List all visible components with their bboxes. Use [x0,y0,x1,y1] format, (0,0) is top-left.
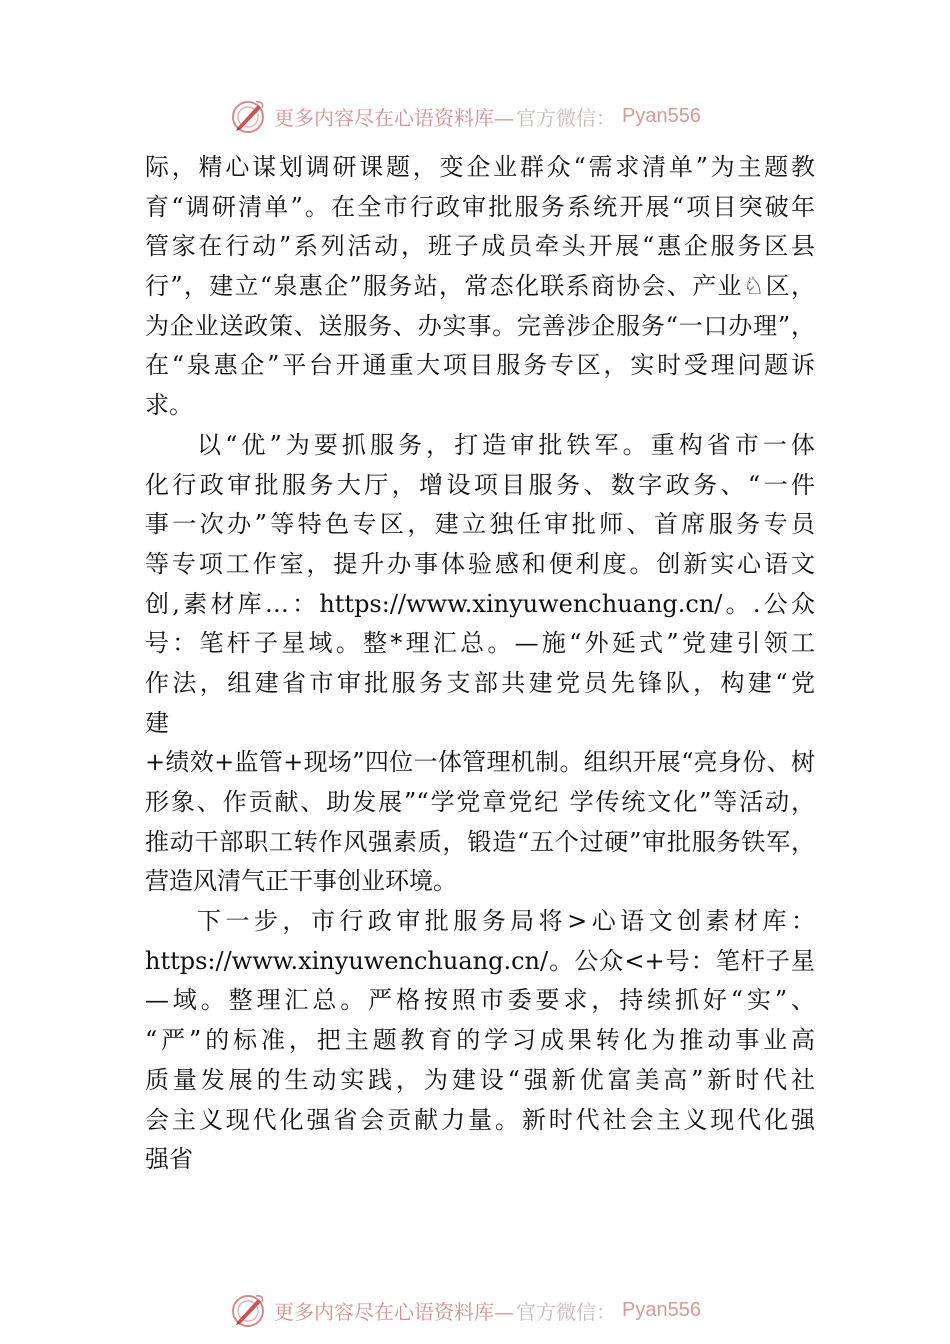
pen-logo-icon [228,96,268,136]
text-line: 管家在行动”系列活动，班子成员牵头开展“惠企服务区县 [145,232,815,261]
text-line: 事一次办”等特色专区，建立独任审批师、首席服务专员 [145,510,815,539]
text-line: 建 [145,708,169,737]
text-line: 等专项工作室，提升办事体验感和便利度。创新实心语文 [145,549,815,578]
text-line: 育“调研清单”。在全市行政审批服务系统开展“项目突破年 [145,192,815,221]
text-line: 创,素材库…：https://www.xinyuwenchuang.cn/。.公众 [145,589,815,618]
banner-title: 更多内容尽在心语资料库— [274,105,514,130]
text-line: 推动干部职工转作风强素质，锻造“五个过硬”审批服务铁军， [145,827,815,856]
text-line: 号：笔杆子星域。整*理汇总。—施“外延式”党建引领工 [145,629,815,658]
text-line: 形象、作贡献、助发展”“学党章党纪 学传统文化”等活动， [145,788,815,816]
banner-title: 更多内容尽在心语资料库— [274,1299,514,1324]
banner-wechat-id: Pyan556 [622,104,701,127]
text-line: 强省 [145,1145,193,1174]
text-line: 际，精心谋划调研课题，变企业群众“需求清单”为主题教 [145,153,815,181]
header-banner [228,94,728,138]
document-body [145,148,815,1180]
banner-wechat-label: 官方微信： [516,105,616,130]
text-line: 会主义现代化强省会贡献力量。新时代社会主义现代化强 [145,1105,815,1134]
text-line: 化行政审批服务大厅，增设项目服务、数字政务、“一件 [145,470,815,499]
text-line: https://www.xinyuwenchuang.cn/。公众<+号：笔杆子星 [145,946,815,975]
paragraph-first-line: 以“优”为要抓服务，打造审批铁军。重构省市一体 [197,430,815,459]
text-line: —域。整理汇总。严格按照市委要求，持续抓好“实”、 [145,986,815,1015]
text-line: 在“泉惠企”平台开通重大项目服务专区，实时受理问题诉 [145,351,815,380]
banner-wechat-label: 官方微信： [516,1299,616,1324]
banner-wechat-id: Pyan556 [622,1298,701,1321]
text-line: 质量发展的生动实践，为建设“强新优富美高”新时代社 [145,1065,815,1094]
text-line: 作法，组建省市审批服务支部共建党员先锋队，构建“党 [145,668,815,697]
text-line: 行”，建立“泉惠企”服务站，常态化联系商协会、产业♘区， [145,272,815,301]
text-line: 求。 [145,391,193,420]
text-line: 营造风清气正干事创业环境。 [145,867,457,896]
text-line: “严”的标准，把主题教育的学习成果转化为推动事业高 [145,1026,815,1055]
text-line: +绩效+监管+现场”四位一体管理机制。组织开展“亮身份、树 [145,748,815,777]
paragraph-first-line: 下一步，市行政审批服务局将>心语文创素材库： [197,907,815,936]
text-line: 为企业送政策、送服务、办实事。完善涉企服务“一口办理”， [145,311,815,340]
footer-banner [228,1288,728,1332]
pen-logo-icon [228,1290,268,1330]
